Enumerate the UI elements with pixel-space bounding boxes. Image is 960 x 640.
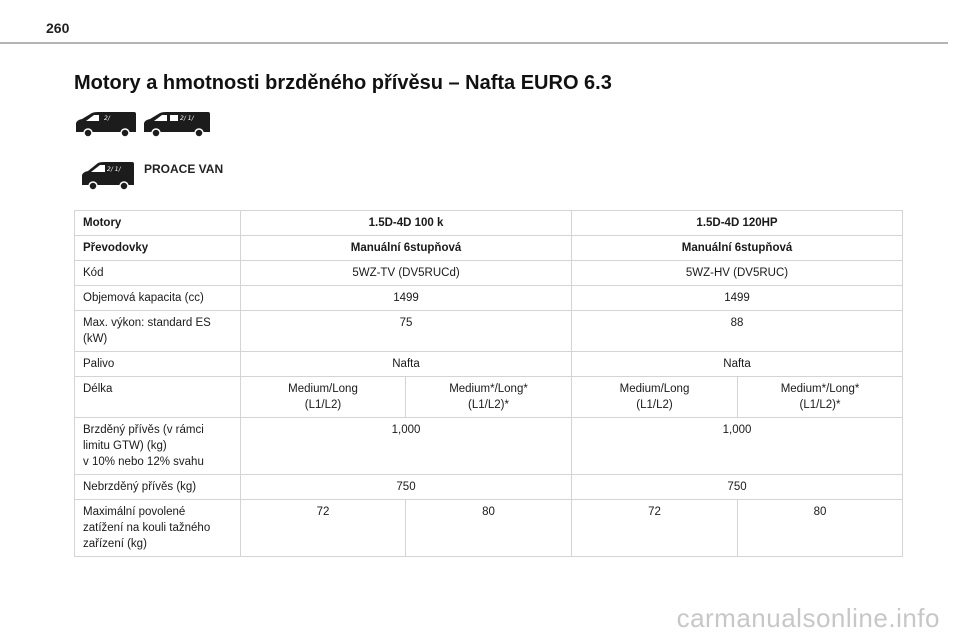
van-side-icon [74, 111, 138, 137]
table-cell: 1,000 [572, 418, 903, 475]
table-row-prevodovky [75, 236, 903, 261]
cell-line: Medium*/Long* [449, 383, 528, 395]
cell-line: Medium*/Long* [780, 383, 860, 395]
row-label: Palivo [75, 352, 241, 377]
table-cell: 1,000 [241, 418, 572, 475]
row-label: Objemová kapacita (cc) [75, 286, 241, 311]
table-cell: Manuální 6stupňová [572, 236, 903, 261]
cell-line: (L1/L2) [304, 399, 342, 411]
table-cell: 5WZ-HV (DV5RUC) [572, 261, 903, 286]
table-row-motory [75, 211, 903, 236]
row-label-line: zatížení na kouli tažného [83, 522, 211, 534]
row-label: Nebrzděný přívěs (kg) [75, 475, 241, 500]
row-label [75, 311, 241, 352]
table-cell: Nafta [241, 352, 572, 377]
van-side-icon [80, 160, 136, 190]
row-label-line: (kW) [83, 333, 108, 345]
header-divider [0, 42, 948, 44]
table-cell: 1499 [241, 286, 572, 311]
table-cell: 1.5D-4D 100 k [241, 211, 572, 236]
table-cell: 72 [572, 500, 738, 557]
cell-line: Medium/Long [288, 383, 358, 395]
table-cell: 750 [572, 475, 903, 500]
row-label [75, 500, 241, 557]
row-label-line: Maximální povolené [83, 506, 186, 518]
table-row-objem [75, 286, 903, 311]
table-cell: 72 [241, 500, 406, 557]
row-label [75, 418, 241, 475]
model-name: PROACE VAN [144, 162, 224, 176]
cell-line: Medium/Long [619, 383, 690, 395]
page-number: 260 [46, 20, 70, 36]
table-cell: 88 [572, 311, 903, 352]
page-title: Motory a hmotnosti brzděného přívěsu – Nafta EURO 6.3 [74, 72, 612, 94]
table-row-zatizeni [75, 500, 903, 557]
table-cell: Nafta [572, 352, 903, 377]
engine-spec-table [74, 210, 903, 557]
svg-text:2/: 2/ [104, 115, 110, 122]
row-label-line: Max. výkon: standard ES [83, 317, 211, 329]
table-row-delka [75, 377, 903, 418]
row-label-line: Brzděný přívěs (v rámci [83, 424, 204, 436]
table-cell: 5WZ-TV (DV5RUCd) [241, 261, 572, 286]
table-row-brzdeny [75, 418, 903, 475]
watermark: carmanualsonline.info [676, 603, 940, 633]
row-label-line: zařízení (kg) [83, 538, 147, 550]
row-label: Kód [75, 261, 241, 286]
table-cell: Manuální 6stupňová [241, 236, 572, 261]
table-cell [241, 377, 406, 418]
table-row-kod [75, 261, 903, 286]
table-row-vykon [75, 311, 903, 352]
table-cell [572, 377, 738, 418]
row-label: Převodovky [75, 236, 241, 261]
table-cell: 1499 [572, 286, 903, 311]
row-label-line: limitu GTW) (kg) [83, 440, 167, 452]
table-cell: 750 [241, 475, 572, 500]
row-label: Motory [75, 211, 241, 236]
table-cell: 75 [241, 311, 572, 352]
table-cell: 80 [738, 500, 903, 557]
cell-line: (L1/L2) [636, 399, 673, 411]
table-cell [406, 377, 572, 418]
table-row-nebrzdeny [75, 475, 903, 500]
cell-line: (L1/L2)* [799, 399, 841, 411]
table-cell [738, 377, 903, 418]
table-cell: 1.5D-4D 120HP [572, 211, 903, 236]
van-side-icon [142, 111, 212, 137]
table-cell: 80 [406, 500, 572, 557]
svg-text:2/ 1/: 2/ 1/ [180, 115, 194, 122]
table-row-palivo [75, 352, 903, 377]
svg-text:2/ 1/: 2/ 1/ [107, 166, 121, 173]
cell-line: (L1/L2)* [468, 399, 509, 411]
row-label: Délka [75, 377, 241, 418]
row-label-line: v 10% nebo 12% svahu [83, 456, 204, 468]
